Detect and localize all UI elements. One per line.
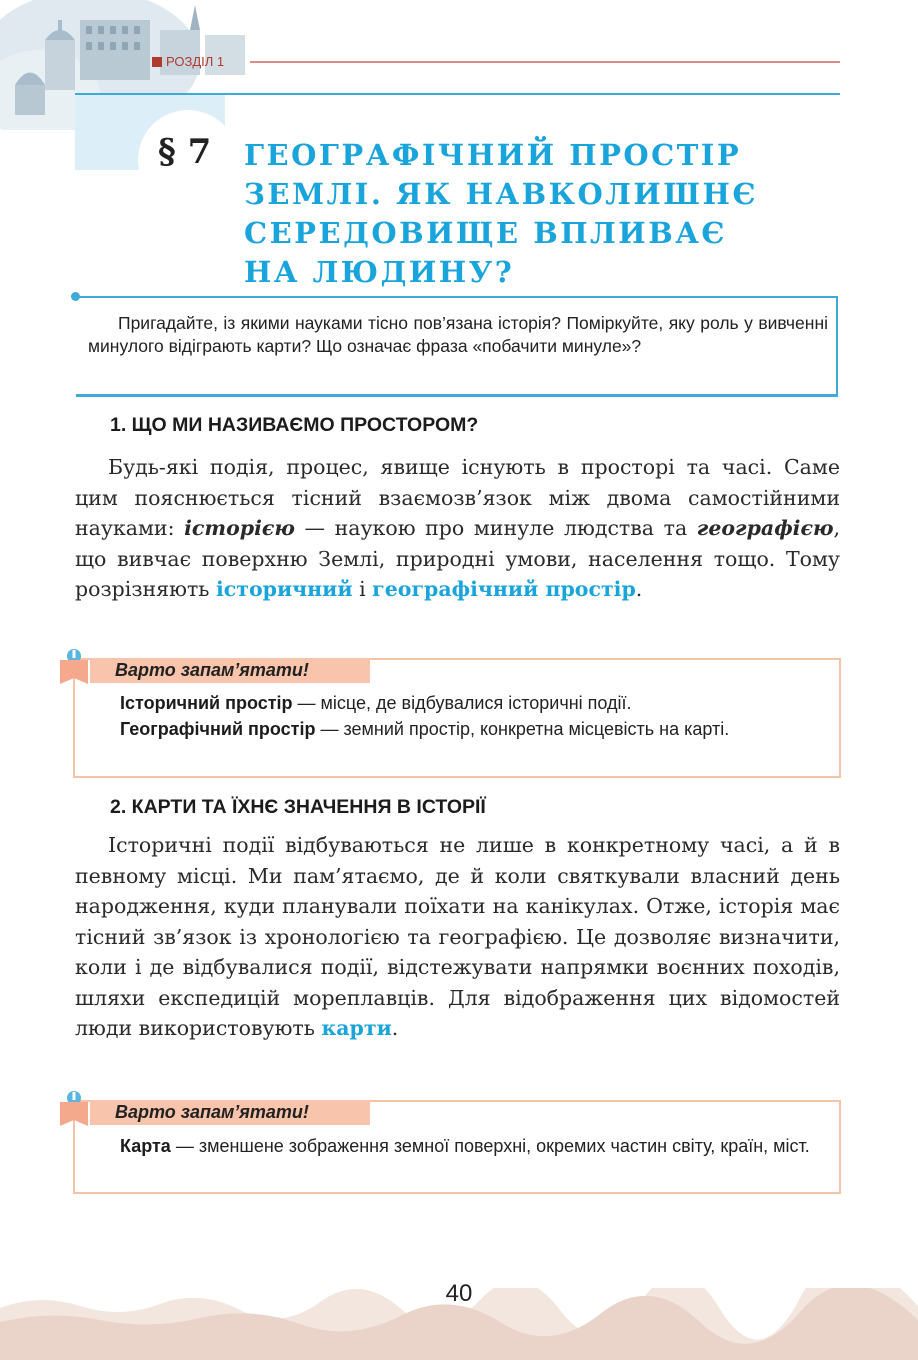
term-geography: географією — [696, 516, 834, 540]
section-heading-2: 2. КАРТИ ТА ЇХНЄ ЗНАЧЕННЯ В ІСТОРІЇ — [110, 796, 486, 818]
remember-text-2 — [88, 1133, 826, 1159]
text-run: Історичні події відбуваються не лише в конкретному часі, а й в певному місці. Ми пам’ятаємо, де й коли святкували власний день народження, куди планували поїхати на канікулах. Отже, історія має тісний зв’язок із хронологією та географією. Це дозволяє визначити, коли і де відбувалися події, відстежувати напрямки воєнних походів, шляхи експедицій мореплавців. Для відображення цих відомостей люди використовують — [75, 833, 840, 1040]
section-label — [152, 54, 224, 69]
definition-term: Карта — [120, 1136, 171, 1156]
page-title — [244, 136, 824, 292]
section-heading-1: 1. ЩО МИ НАЗИВАЄМО ПРОСТОРОМ? — [110, 414, 479, 436]
text-run: . — [391, 1016, 399, 1040]
section-marker-square — [152, 57, 162, 67]
paragraph-number: § 7 — [158, 132, 212, 172]
section-label-text: РОЗДІЛ 1 — [166, 54, 225, 69]
section-1-paragraph — [75, 452, 840, 605]
remember-title-2: Варто запам’ятати! — [115, 1102, 309, 1122]
definition-text: — зменшене зображення земної поверхні, окремих частин світу, країн, міст. — [170, 1136, 810, 1156]
text-run: і — [352, 577, 373, 601]
remember-text-1 — [88, 690, 826, 742]
title-line: СЕРЕДОВИЩЕ ВПЛИВАЄ — [244, 216, 727, 250]
title-line: НА ЛЮДИНУ? — [244, 255, 515, 289]
header-divider-red — [250, 61, 840, 63]
page-number: 40 — [445, 1280, 473, 1307]
key-term-maps: карти — [321, 1016, 392, 1040]
text-run: Будь-які подія, процес, явище існують в просторі та часі. Саме цим пояснюється тісний взаємозв’язок між двома самостійними науками: — [75, 455, 840, 540]
remember-title-1: Варто запам’ятати! — [115, 660, 309, 680]
definition-text: — земний простір, конкретна місцевість на карті. — [315, 719, 730, 739]
exclamation-flag-icon — [58, 648, 90, 686]
title-line: ГЕОГРАФІЧНИЙ ПРОСТІР — [244, 138, 742, 172]
text-run: — наукою про минуле людства та — [294, 516, 697, 540]
exclamation-flag-icon — [58, 1090, 90, 1128]
definition-term: Історичний простір — [120, 693, 293, 713]
intro-question-text: Пригадайте, із якими науками тісно пов’язана історія? Поміркуйте, яку роль у вивченні минулого відіграють карти? Що означає фраза «побачити минуле»? — [88, 313, 828, 356]
definition-text: — місце, де відбувалися історичні події. — [292, 693, 632, 713]
definition-item — [88, 1133, 826, 1159]
text-run: . — [635, 577, 643, 601]
definition-item — [88, 716, 826, 742]
text-run: , що вивчає поверхню Землі, природні умови, населення тощо. Тому розрізняють — [75, 516, 841, 601]
definition-item — [88, 690, 826, 716]
key-term-geographical-space: географічний простір — [372, 577, 636, 601]
term-history: історією — [184, 516, 295, 540]
section-2-paragraph — [75, 830, 840, 1044]
title-line: ЗЕМЛІ. ЯК НАВКОЛИШНЄ — [244, 177, 759, 211]
key-term-historical: історичний — [215, 577, 353, 601]
definition-term: Географічний простір — [120, 719, 316, 739]
